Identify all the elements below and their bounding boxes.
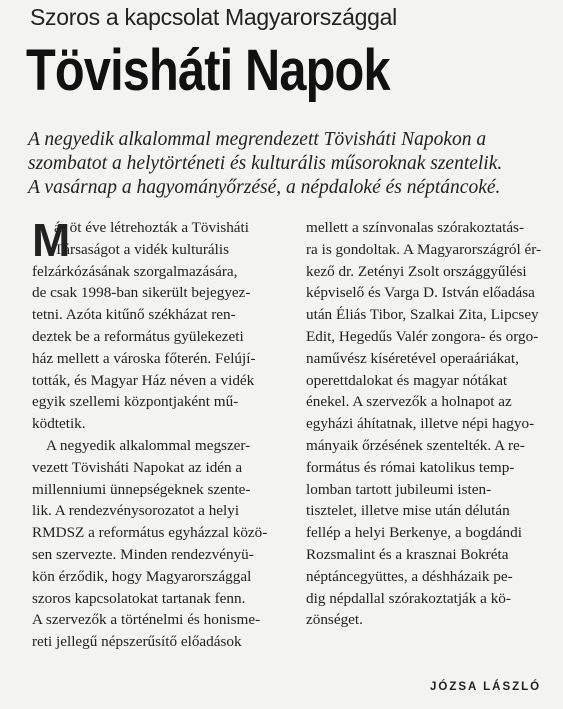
text-line: lik. A rendezvénysorozatot a helyi bbox=[32, 502, 240, 520]
text-line: tisztelet, illetve mise után délután bbox=[306, 502, 510, 520]
text-line: Edit, Hegedűs Valér zongora- és orgo- bbox=[306, 327, 539, 345]
text-line: mányaik őrzésének szentelték. A re- bbox=[306, 436, 525, 454]
text-line: mellett a színvonalas szórakoztatás- bbox=[306, 219, 525, 236]
article-headline: Tövisháti Napok bbox=[26, 38, 390, 103]
text-line: Társaságot a vidék kulturális bbox=[54, 240, 230, 258]
text-line: sen szervezte. Minden rendezvényü- bbox=[32, 545, 254, 563]
drop-cap: M bbox=[32, 214, 71, 266]
text-line: de csak 1998-ban sikerült bejegyez- bbox=[32, 284, 251, 302]
text-line: deztek be a református gyülekezeti bbox=[32, 327, 244, 345]
text-line: szoros kapcsolatokat tartanak fenn. bbox=[32, 589, 246, 607]
text-line: felzárkózásának szorgalmazására, bbox=[32, 262, 238, 280]
text-line: kező dr. Zetényi Zsolt országgyűlési bbox=[306, 262, 527, 280]
text-line: néptáncegyüttes, a déshházaik pe- bbox=[306, 567, 513, 585]
text-line: után Éliás Tibor, Szalkai Zita, Lipcsey bbox=[306, 306, 539, 324]
article-lead bbox=[28, 128, 558, 200]
text-line: naművész kíséretével operaáriákat, bbox=[306, 349, 519, 367]
article-column-left bbox=[32, 214, 282, 653]
article-kicker: Szoros a kapcsolat Magyarországgal bbox=[30, 4, 397, 30]
text-line: operettdalokat és magyar nótákat bbox=[306, 371, 508, 389]
lead-line: A vasárnap a hagyományőrzésé, a népdaloké és néptáncoké. bbox=[28, 177, 501, 198]
text-line: vezett Tövisháti Napokat az idén a bbox=[32, 458, 243, 476]
text-line: ház mellett a városka főterén. Felújí- bbox=[32, 349, 256, 367]
text-line: reti jellegű népszerűsítő előadások bbox=[32, 633, 242, 651]
text-line: tották, és Magyar Ház néven a vidék bbox=[32, 371, 255, 389]
text-line: ra is gondoltak. A Magyarországról ér- bbox=[306, 240, 542, 258]
text-line: kön érződik, hogy Magyarországgal bbox=[32, 567, 252, 585]
text-line: ködtetik. bbox=[32, 415, 86, 433]
text-line: zönséget. bbox=[306, 611, 363, 629]
text-line: egyházi áhítatnak, illetve népi hagyo- bbox=[306, 415, 535, 433]
text-line: formátus és római katolikus temp- bbox=[306, 458, 515, 476]
text-line: egyik szellemi központjaként mű- bbox=[32, 393, 239, 411]
article-byline: JÓZSA LÁSZLÓ bbox=[430, 681, 542, 693]
text-line: ár öt éve létrehozták a Tövisháti bbox=[54, 219, 249, 236]
text-line: fellép a helyi Berkenye, a bogdándi bbox=[306, 524, 522, 542]
text-line: dig népdallal szórakoztatják a kö- bbox=[306, 589, 511, 607]
text-line: énekel. A szervezők a holnapot az bbox=[306, 393, 512, 411]
lead-line: szombatot a helytörténeti és kulturális műsoroknak szentelik. bbox=[28, 153, 503, 174]
text-line: millenniumi ünnepségeknek szente- bbox=[32, 480, 251, 498]
text-line: A szervezők a történelmi és honisme- bbox=[32, 611, 261, 629]
text-line: A negyedik alkalommal megszer- bbox=[46, 436, 251, 454]
text-line: Rozsmalint és a krasznai Bokréta bbox=[306, 545, 509, 563]
text-line: tetni. Azóta kitűnő székházat ren- bbox=[32, 306, 236, 324]
article-column-right bbox=[306, 217, 563, 631]
text-line: képviselő és Varga D. István előadása bbox=[306, 284, 535, 302]
lead-line: A negyedik alkalommal megrendezett Tövisháti Napokon a bbox=[28, 129, 487, 150]
text-line: lomban tartott jubileumi isten- bbox=[306, 480, 492, 498]
text-line: RMDSZ a református egyházzal közö- bbox=[32, 524, 268, 542]
